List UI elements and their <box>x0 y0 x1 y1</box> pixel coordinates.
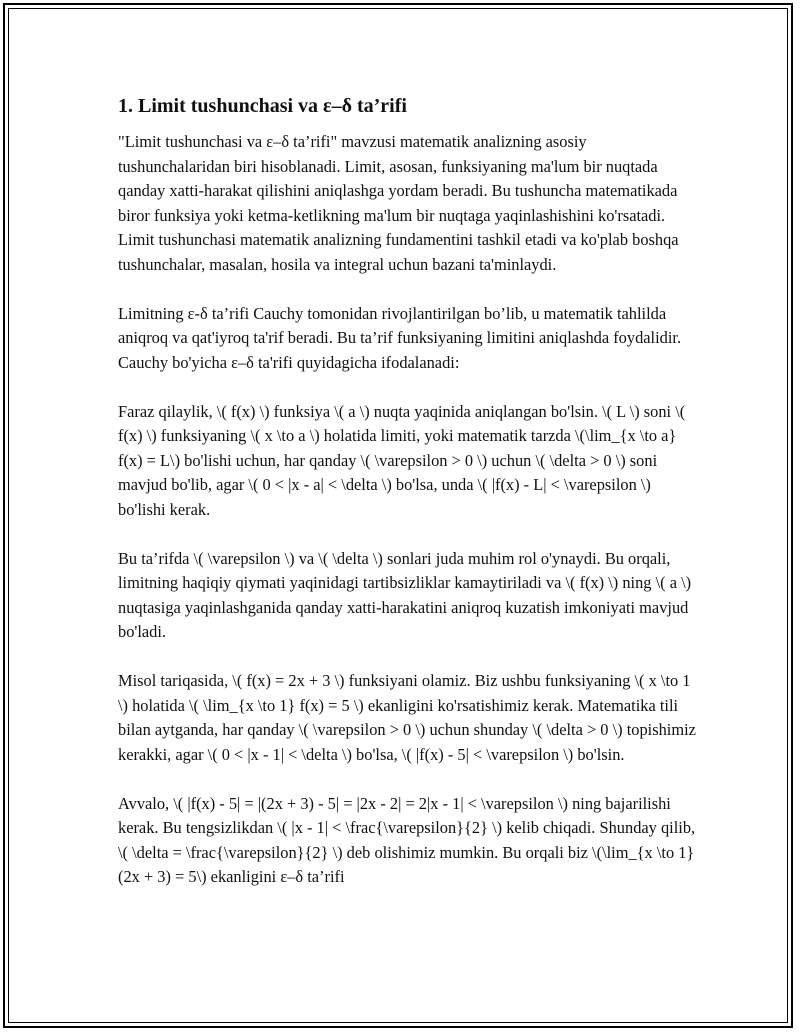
paragraph-example: Misol tariqasida, \( f(x) = 2x + 3 \) funksiyani olamiz. Biz ushbu funksiyaning \( x \to 1 \) holatida \( \lim_{x \to 1} f(x) = 5 \) ekanligini ko'rsatishimiz kerak. Matematika tili bilan aytganda, har qanday \( \varepsilon > 0 \) uchun shunday \( \delta > 0 \) topishimiz kerakki, agar \( 0 < |x - 1| < \delta \) bo'lsa, \( |f(x) - 5| < \varepsilon \) bo'lsin. <box>118 671 696 764</box>
paragraph-proof: Avvalo, \( |f(x) - 5| = |(2x + 3) - 5| = |2x - 2| = 2|x - 1| < \varepsilon \) ning bajarilishi kerak. Bu tengsizlikdan \( |x - 1| < \frac{\varepsilon}{2} \) kelib chiqadi. Shunday qilib, \( \delta = \frac{\varepsilon}{2} \) deb olishimiz mumkin. Bu orqali biz \(\lim_{x \to 1} (2x + 3) = 5\) ekanligini ε–δ ta’rifi <box>118 793 696 886</box>
paragraph-intro: "Limit tushunchasi va ε–δ ta’rifi" mavzusi matematik analizning asosiy tushunchalaridan biri hisoblanadi. Limit, asosan, funksiyaning ma'lum bir nuqtada qanday xatti-harakat qilishini aniqlashga yordam beradi. Bu tushuncha matematikada biror funksiya yoki ketma-ketlikning ma'lum bir nuqtaga yaqinlashishini ko'rsatadi. Limit tushunchasi matematik analizning fundamentini tashkil etadi va ko'plab boshqa tushunchalar, masalan, hosila va integral uchun bazani ta'minlaydi. <box>118 132 679 274</box>
paragraph-epsilon-delta-role: Bu ta’rifda \( \varepsilon \) va \( \delta \) sonlari juda muhim rol o'ynaydi. Bu orqali, limitning haqiqiy qiymati yaqinidagi tartibsizliklar kamaytiriladi va \( f(x) \) ning \( a \) nuqtasiga yaqinlashganida qanday xatti-harakatini aniqroq kuzatish imkoniyati mavjud bo'ladi. <box>118 548 692 641</box>
paragraph-cauchy: Limitning ε-δ ta’rifi Cauchy tomonidan rivojlantirilgan bo’lib, u matematik tahlilda aniqroq va qat'iyroq ta'rif beradi. Bu ta’rif funksiyaning limitini aniqlashda foydalidir. Cauchy bo'yicha ε–δ ta'rifi quyidagicha ifodalanadi: <box>118 303 682 372</box>
section-heading: 1. Limit tushunchasi va ε–δ ta’rifi <box>118 95 407 117</box>
paragraph-definition: Faraz qilaylik, \( f(x) \) funksiya \( a \) nuqta yaqinida aniqlangan bo'lsin. \( L \) soni \( f(x) \) funksiyaning \( x \to a \) holatida limiti, yoki matematik tarzda \(\lim_{x \to a} f(x) = L\) bo'lishi uchun, har qanday \( \varepsilon > 0 \) uchun \( \delta > 0 \) soni mavjud bo'lib, agar \( 0 < |x - a| < \delta \) bo'lsa, unda \( |f(x) - L| < \varepsilon \) bo'lishi kerak. <box>118 401 686 519</box>
document-body <box>118 92 698 914</box>
